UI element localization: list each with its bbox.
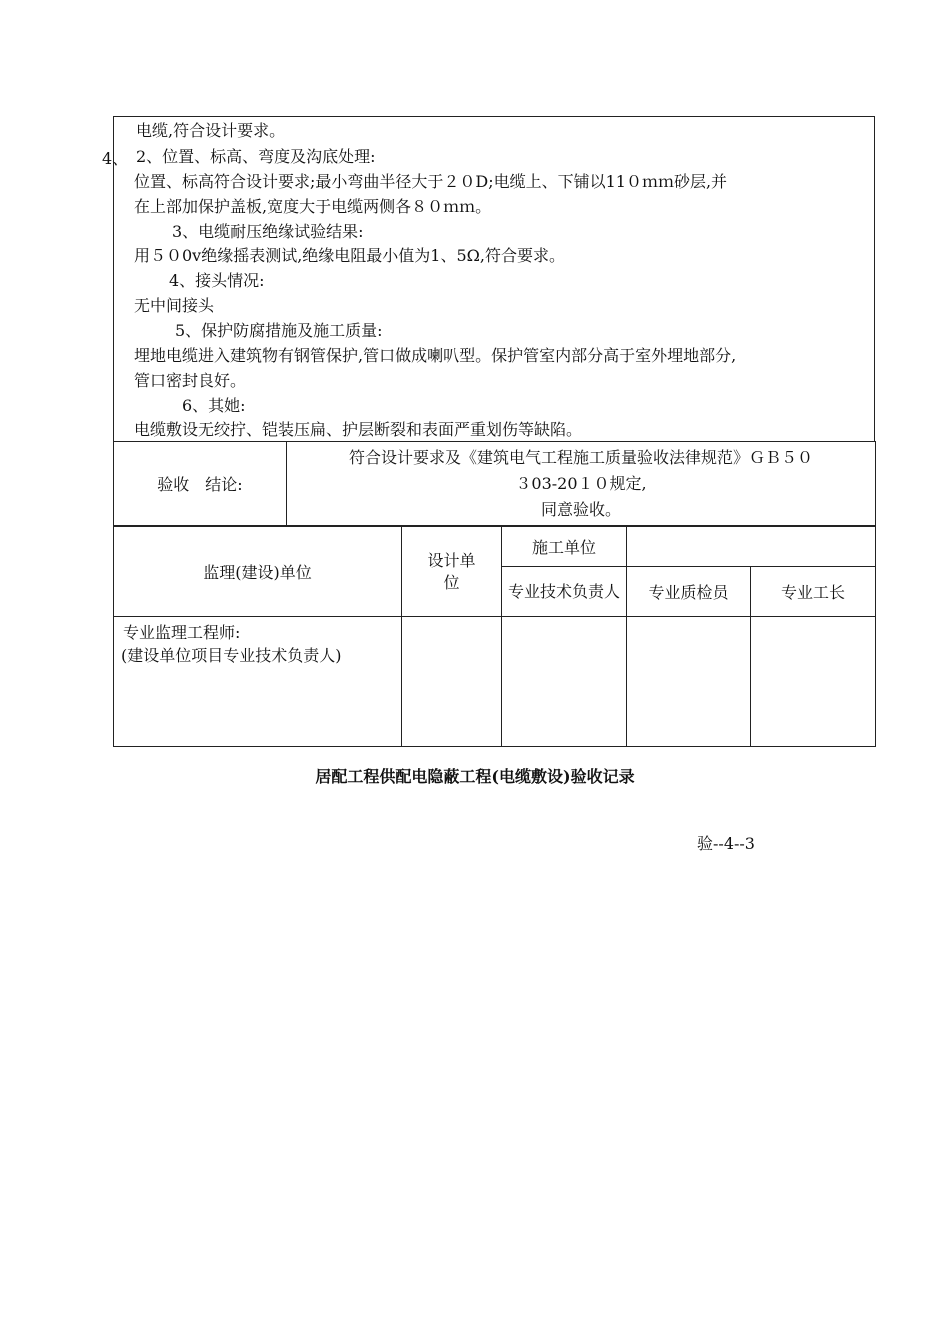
design-unit-header: 设计单位: [402, 527, 502, 617]
signoff-table: [113, 526, 876, 747]
tech-lead-header: 专业技术负责人: [502, 567, 627, 617]
item4-title: 4、接头情况:: [169, 271, 265, 290]
inspection-details: [102, 116, 875, 441]
foreman-header: 专业工长: [751, 567, 876, 617]
construction-unit-blank: [627, 527, 876, 567]
detail-line: 电缆,符合设计要求。: [136, 121, 286, 140]
item2-text: 位置、标高符合设计要求;最小弯曲半径大于２０D;电缆上、下铺以11０ｍｍ砂层,并: [134, 172, 728, 191]
quality-inspector-header: 专业质检员: [627, 567, 751, 617]
tech-lead-signature-cell: [502, 617, 627, 747]
item4-text: 无中间接头: [134, 296, 215, 315]
supervisor-signature-cell: [114, 617, 402, 747]
conclusion-cell: [287, 442, 876, 526]
acceptance-record-form: [102, 116, 875, 747]
item5-title: 5、保护防腐措施及施工质量:: [175, 321, 383, 340]
item-marker: 4、: [102, 149, 129, 168]
conclusion-line: 符合设计要求及《建筑电气工程施工质量验收法律规范》ＧＢ５０: [348, 447, 813, 467]
supervision-unit-header: 监理(建设)单位: [114, 527, 402, 617]
document-title: 居配工程供配电隐蔽工程(电缆敷设)验收记录: [315, 767, 635, 786]
conclusion-line: ３03-20１０规定,: [515, 473, 647, 493]
owner-tech-lead-label: (建设单位项目专业技术负责人): [121, 646, 342, 665]
item6-title: 6、其她:: [182, 396, 246, 415]
conclusion-table: [113, 441, 876, 526]
design-signature-cell: [402, 617, 502, 747]
conclusion-line: 同意验收。: [540, 499, 621, 519]
page-code: 验--4--3: [697, 834, 755, 853]
item6-text: 电缆敷设无绞拧、铠装压扁、护层断裂和表面严重划伤等缺陷。: [134, 420, 583, 439]
item3-title: 3、电缆耐压绝缘试验结果:: [172, 222, 364, 241]
item5-text: 埋地电缆进入建筑物有钢管保护,管口做成喇叭型。保护管室内部分高于室外埋地部分,: [134, 346, 737, 365]
quality-inspector-signature-cell: [627, 617, 751, 747]
item3-text: 用５０0v绝缘摇表测试,绝缘电阻最小值为1、5Ω,符合要求。: [134, 246, 566, 265]
conclusion-label: 验收 结论:: [114, 442, 287, 526]
supervisor-engineer-label: 专业监理工程师:: [123, 623, 241, 642]
item2-text: 在上部加保护盖板,宽度大于电缆两侧各８０ｍｍ。: [134, 197, 492, 216]
construction-unit-header: 施工单位: [502, 527, 627, 567]
item2-title: 2、位置、标高、弯度及沟底处理:: [136, 147, 376, 166]
item5-text: 管口密封良好。: [134, 371, 247, 390]
foreman-signature-cell: [751, 617, 876, 747]
conclusion-text: [287, 445, 875, 523]
